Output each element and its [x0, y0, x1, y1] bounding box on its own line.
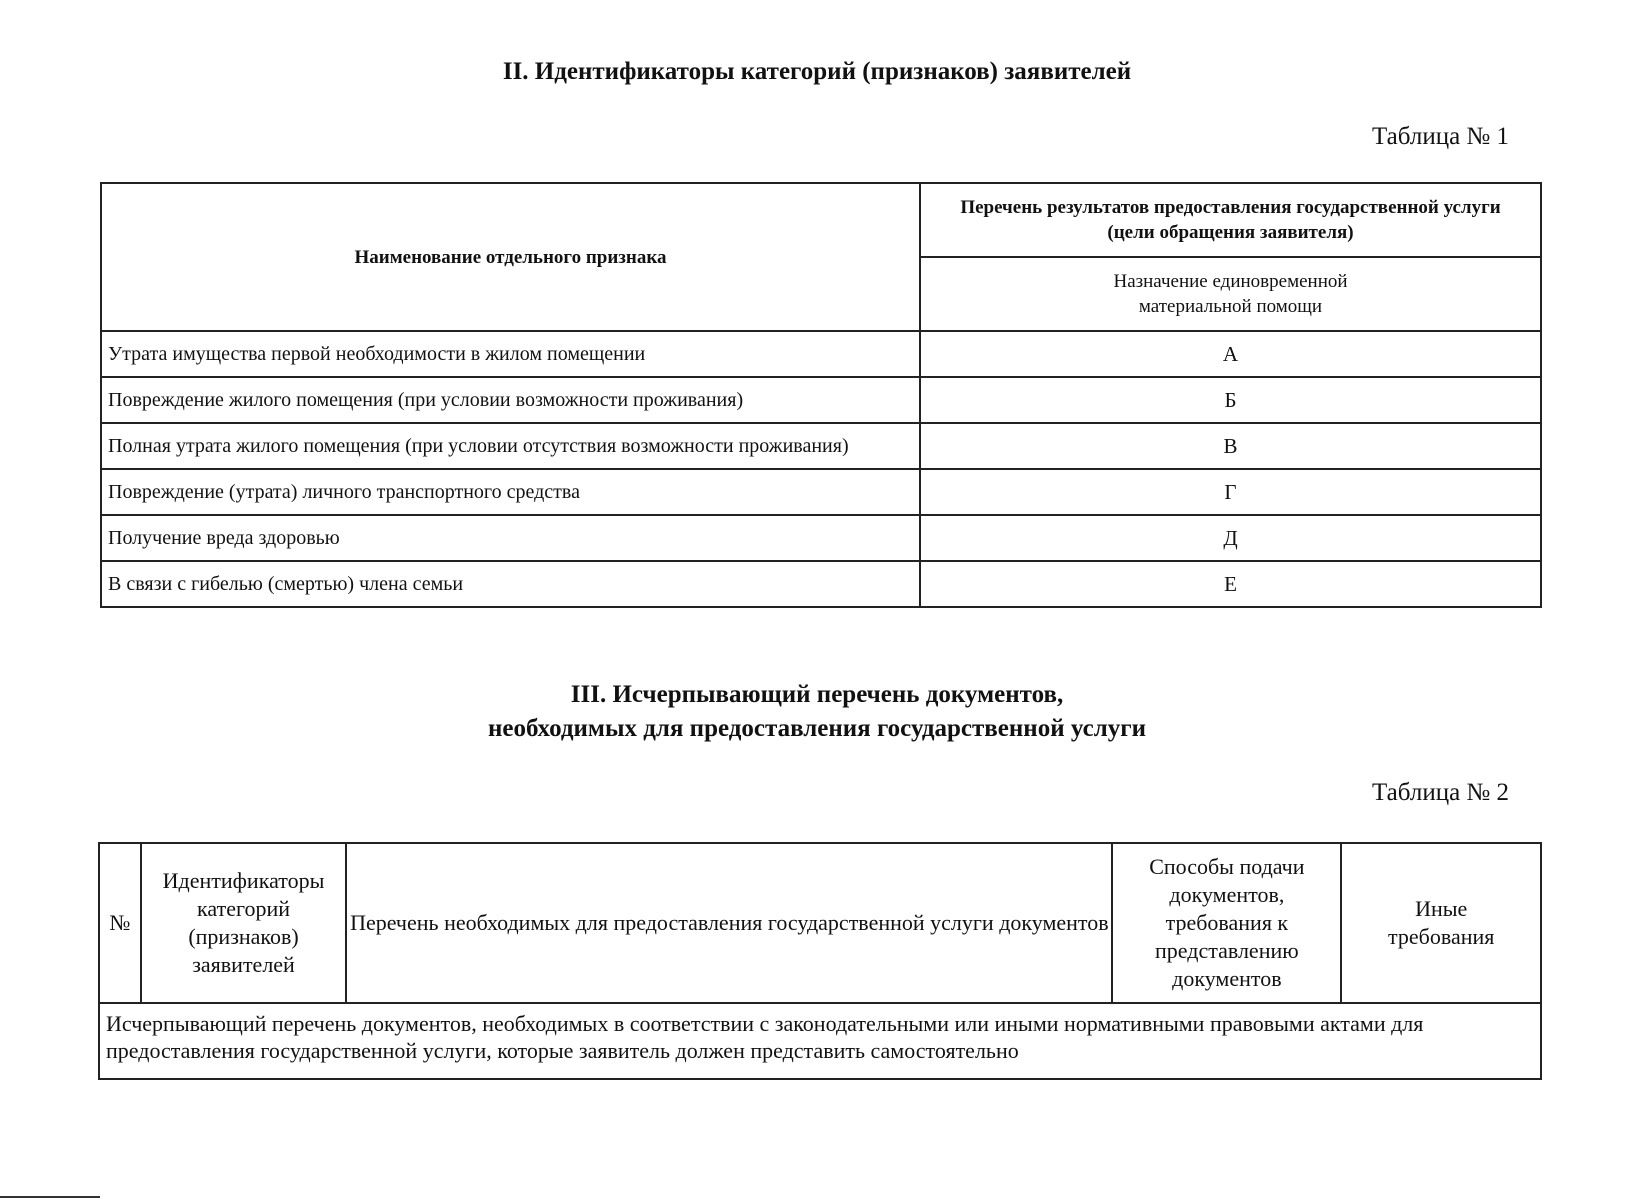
header-applicant-identifiers: Идентификаторы категорий (признаков) заявителей [141, 843, 347, 1003]
header-results-list: Перечень результатов предоставления государственной услуги (цели обращения заявителя) [920, 183, 1541, 257]
table-row [101, 423, 1541, 469]
documents-table [98, 842, 1542, 1080]
feature-name-cell: Полная утрата жилого помещения (при условии отсутствия возможности проживания) [101, 423, 920, 469]
table-row [101, 469, 1541, 515]
header-submission-methods: Способы подачи документов, требования к представлению документов [1112, 843, 1341, 1003]
feature-name-cell: Повреждение жилого помещения (при условии возможности проживания) [101, 377, 920, 423]
scan-edge-mark [0, 1196, 100, 1198]
header-other-requirements: Иные требования [1341, 843, 1541, 1003]
feature-code-cell: Г [920, 469, 1541, 515]
section-3-title-line-2: необходимых для предоставления государственной услуги [488, 715, 1146, 742]
feature-code-cell: Д [920, 515, 1541, 561]
table-row [99, 1003, 1541, 1079]
feature-name-cell: В связи с гибелью (смертью) члена семьи [101, 561, 920, 607]
feature-code-cell: А [920, 331, 1541, 377]
applicant-categories-table [100, 182, 1542, 608]
feature-code-cell: Б [920, 377, 1541, 423]
feature-name-cell: Повреждение (утрата) личного транспортного средства [101, 469, 920, 515]
feature-name-cell: Утрата имущества первой необходимости в жилом помещении [101, 331, 920, 377]
table-row [101, 377, 1541, 423]
header-number: № [99, 843, 141, 1003]
feature-code-cell: Е [920, 561, 1541, 607]
table-2-label: Таблица № 2 [1372, 779, 1510, 806]
feature-name-cell: Получение вреда здоровью [101, 515, 920, 561]
section-row-documents-by-applicant: Исчерпывающий перечень документов, необходимых в соответствии с законодательными или иными нормативными правовыми актами для предоставления государственной услуги, которые заявитель должен представить самостоятельно [99, 1003, 1541, 1079]
header-feature-name: Наименование отдельного признака [101, 183, 920, 331]
table-row [101, 515, 1541, 561]
feature-code-cell: В [920, 423, 1541, 469]
table-1-label: Таблица № 1 [1372, 123, 1510, 150]
table-row [101, 331, 1541, 377]
header-documents-list: Перечень необходимых для предоставления государственной услуги документов [346, 843, 1112, 1003]
section-2-title: II. Идентификаторы категорий (признаков) заявителей [502, 58, 1132, 85]
table-row [101, 561, 1541, 607]
header-one-time-aid: Назначение единовременной материальной помощи [920, 257, 1541, 331]
section-3-title-line-1: III. Исчерпывающий перечень документов, [570, 681, 1064, 708]
